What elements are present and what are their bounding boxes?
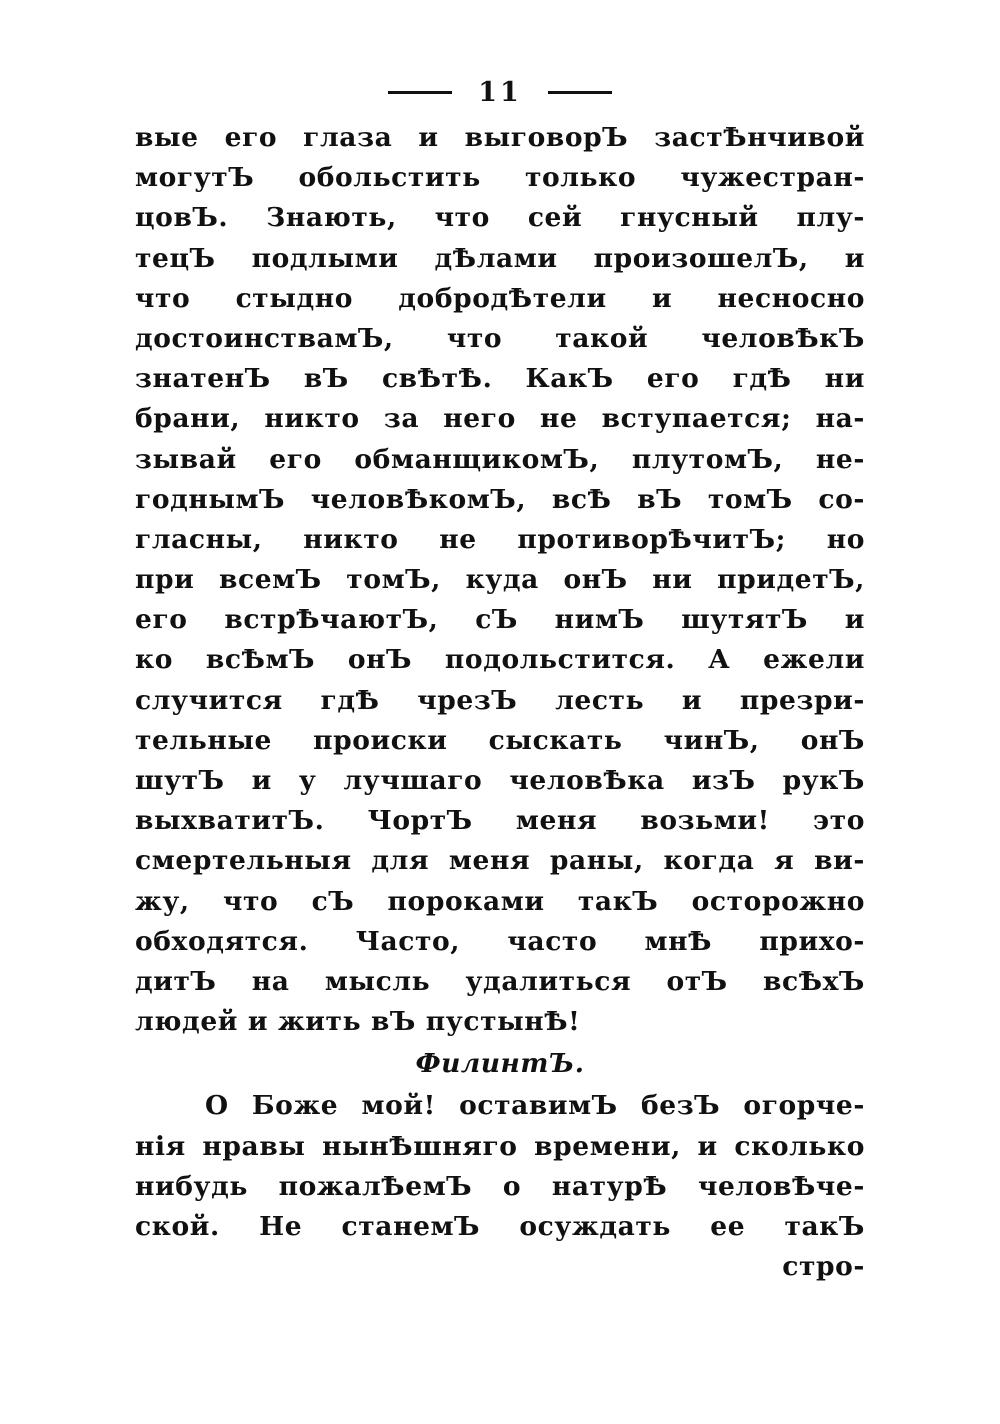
text-line: ко всѢмЪ онЪ подольстится. А ежели	[135, 644, 865, 676]
text-line: что стыдно добродѢтели и несносно	[135, 282, 865, 314]
page-header	[0, 70, 1000, 114]
catchword: стро-	[782, 1251, 865, 1283]
text-line: смертельныя для меня раны, когда я ви-	[135, 845, 865, 877]
page-body	[135, 118, 865, 1287]
text-line: жу, что сЪ пороками такЪ осторожно	[135, 885, 865, 917]
page-number: 11	[478, 76, 522, 108]
text-line: шутЪ и у лучшаго человѢка изЪ рукЪ	[135, 765, 865, 796]
text-line: знатенЪ вЪ свѢтѢ. КакЪ его гдѢ ни	[135, 363, 865, 395]
header-rule-left	[388, 91, 452, 94]
text-line: при всемЪ томЪ, куда онЪ ни придетЪ,	[135, 564, 865, 596]
text-line: могутЪ обольстить только чужестран-	[135, 162, 865, 194]
text-line: годнымЪ человѢкомЪ, всѢ вЪ томЪ со-	[135, 483, 865, 515]
text-line: дитЪ на мысль удалиться отЪ всѢхЪ	[135, 965, 865, 997]
text-line: тецЪ подлыми дѢлами произошелЪ, и	[135, 242, 865, 274]
speaker-name: ФилинтЪ.	[415, 1048, 585, 1080]
text-line: тельные происки сыскать чинЪ, онЪ	[135, 724, 865, 756]
catchword-row	[135, 1247, 865, 1287]
text-line: его встрѢчаютЪ, сЪ нимЪ шутятЪ и	[135, 604, 865, 636]
text-line: ской. Не станемЪ осуждать ее такЪ	[135, 1210, 865, 1242]
text-line: выхватитЪ. ЧортЪ меня возьми! это	[135, 805, 865, 837]
text-line: гласны, никто не противорѢчитЪ; но	[135, 523, 865, 555]
text-line: брани, никто за него не вступается; на-	[135, 403, 865, 435]
header-rule-right	[548, 91, 612, 94]
text-line: обходятся. Часто, часто мнѢ прихо-	[135, 925, 865, 957]
text-line: случится гдѢ чрезЪ лесть и презри-	[135, 684, 865, 716]
text-line: нибудь пожалѢемЪ о натурѢ человѢче-	[135, 1170, 865, 1202]
text-line: достоинствамЪ, что такой человѢкЪ	[135, 322, 865, 354]
text-line: зывай его обманщикомЪ, плутомЪ, не-	[135, 443, 865, 475]
text-line: вые его глаза и выговорЪ застѢнчивой	[135, 122, 865, 153]
text-line-last: людей и жить вЪ пустынѢ!	[135, 1006, 581, 1038]
text-line: нія нравы нынѢшняго времени, и сколько	[135, 1130, 865, 1162]
text-line: цовЪ. Знають, что сей гнусный плу-	[135, 202, 865, 234]
text-line: О Боже мой! оставимЪ безЪ огорче-	[205, 1090, 865, 1122]
